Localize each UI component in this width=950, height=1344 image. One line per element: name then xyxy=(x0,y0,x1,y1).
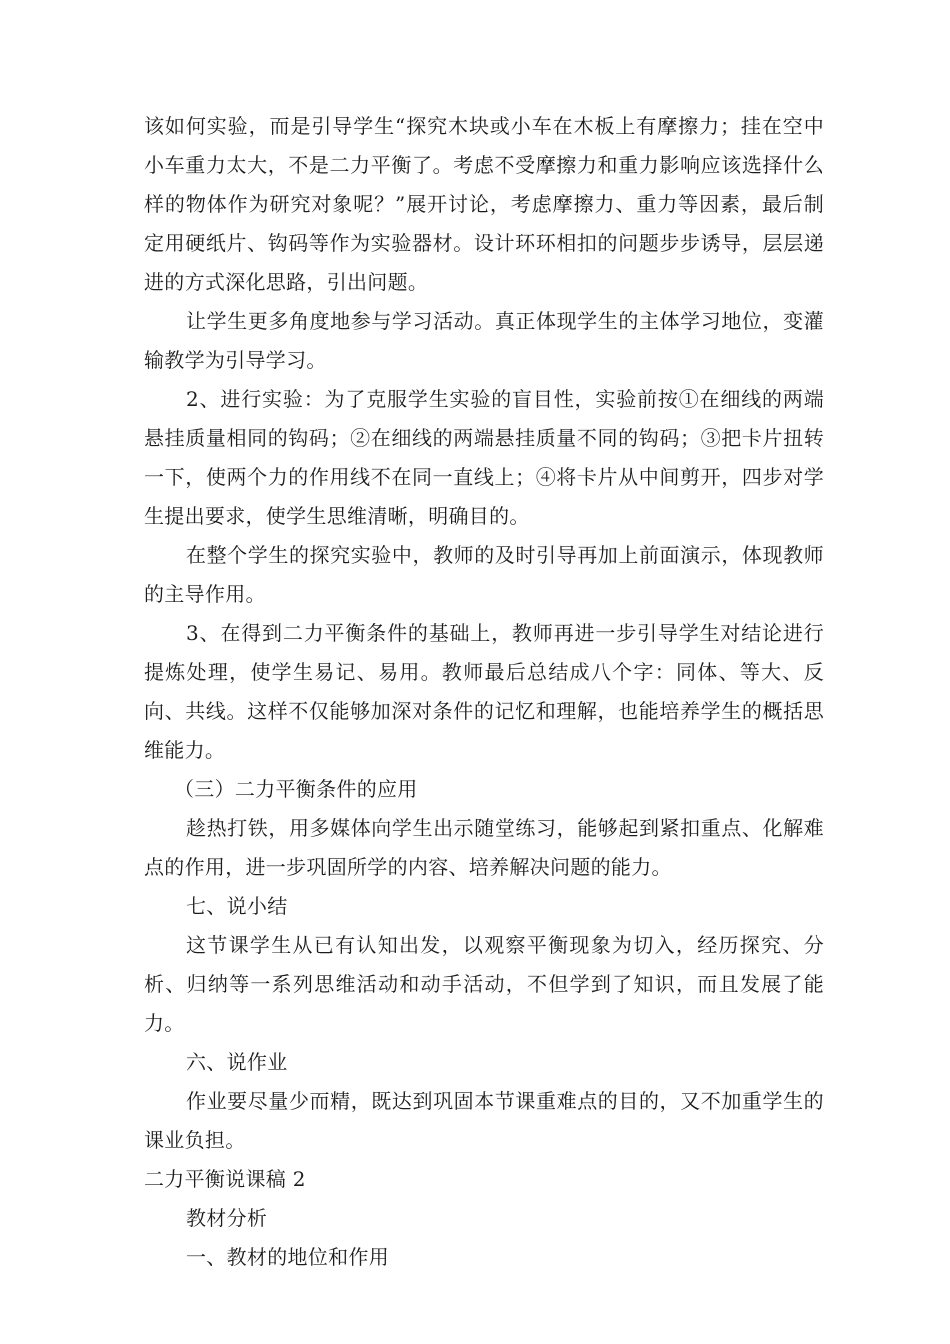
paragraph-student-participation: 让学生更多角度地参与学习活动。真正体现学生的主体学习地位，变灌输教学为引导学习。 xyxy=(144,309,824,372)
paragraph-summary: 这节课学生从已有认知出发，以观察平衡现象为切入，经历探究、分析、归纳等一系列思维活动和动手活动，不但学到了知识，而且发展了能力。 xyxy=(144,933,824,1035)
section-heading-application: （三）二力平衡条件的应用 xyxy=(174,777,418,801)
section-heading-textbook-analysis: 教材分析 xyxy=(186,1206,268,1230)
paragraph-homework: 作业要尽量少而精，既达到巩固本节课重难点的目的，又不加重学生的课业负担。 xyxy=(144,1089,824,1152)
document-title-2: 二力平衡说课稿 2 xyxy=(144,1167,306,1191)
section-heading-summary: 七、说小结 xyxy=(186,894,288,918)
paragraph-practice: 趁热打铁，用多媒体向学生出示随堂练习，能够起到紧扣重点、化解难点的作用，进一步巩固所学的内容、培养解决问题的能力。 xyxy=(144,816,824,879)
paragraph-conduct-experiment: 2、进行实验：为了克服学生实验的盲目性，实验前按①在细线的两端悬挂质量相同的钩码；②在细线的两端悬挂质量不同的钩码；③把卡片扭转一下，使两个力的作用线不在同一直线上；④将卡片从中间剪开，四步对学生提出要求，使学生思维清晰，明确目的。 xyxy=(144,387,824,528)
paragraph-experiment-design: 该如何实验，而是引导学生“探究木块或小车在木板上有摩擦力；挂在空中小车重力太大，不是二力平衡了。考虑不受摩擦力和重力影响应该选择什么样的物体作为研究对象呢？”展开讨论，考虑摩擦力、重力等因素，最后制定用硬纸片、钩码等作为实验器材。设计环环相扣的问题步步诱导，层层递进的方式深化思路，引出问题。 xyxy=(144,114,824,294)
document-body xyxy=(144,107,824,1277)
paragraph-conclusion-refinement: 3、在得到二力平衡条件的基础上，教师再进一步引导学生对结论进行提炼处理，使学生易记、易用。教师最后总结成八个字：同体、等大、反向、共线。这样不仅能够加深对条件的记忆和理解，也能培养学生的概括思维能力。 xyxy=(144,621,824,762)
section-heading-homework: 六、说作业 xyxy=(186,1050,288,1074)
section-heading-textbook-role: 一、教材的地位和作用 xyxy=(186,1245,389,1269)
paragraph-teacher-guidance: 在整个学生的探究实验中，教师的及时引导再加上前面演示，体现教师的主导作用。 xyxy=(144,543,824,606)
